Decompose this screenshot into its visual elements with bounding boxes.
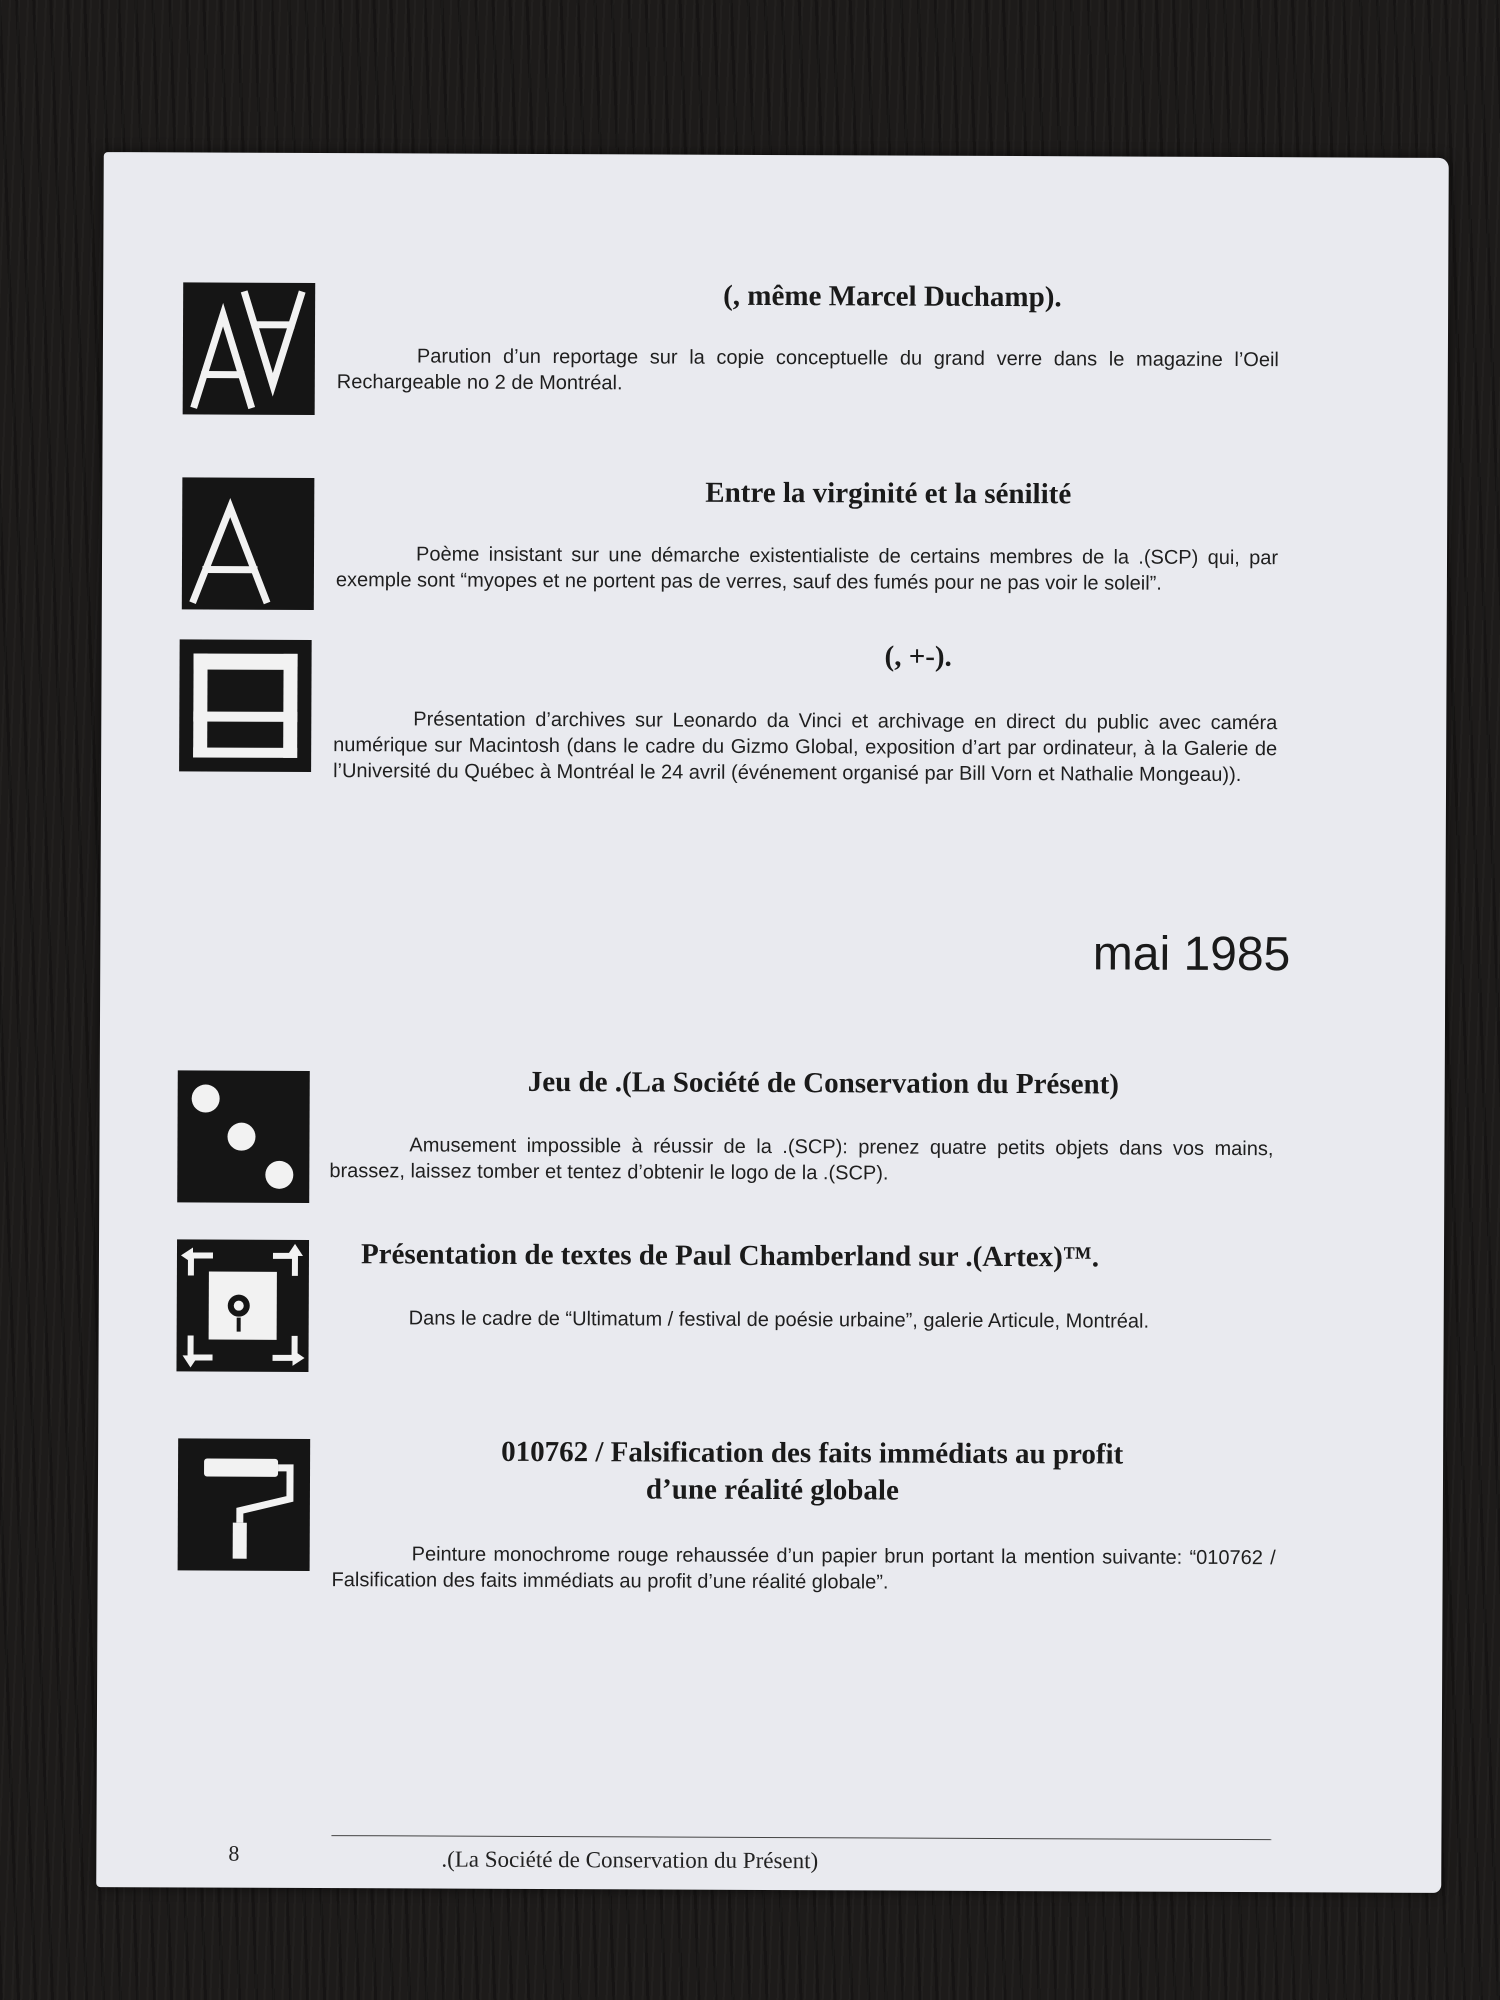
document-page <box>96 152 1449 1893</box>
entry-title: (, même Marcel Duchamp). <box>723 279 1062 314</box>
paint-roller-icon <box>178 1438 311 1571</box>
letter-a-icon <box>182 477 315 610</box>
entry-title-continued: d’une réalité globale <box>645 1473 899 1507</box>
box-arrows-icon <box>176 1239 309 1372</box>
entry-title: Entre la virginité et la sénilité <box>705 476 1072 511</box>
page-number: 8 <box>228 1840 240 1866</box>
entry-description: Dans le cadre de “Ultimatum / festival de poésie urbaine”, galerie Articule, Montréal. <box>408 1307 1150 1333</box>
entry-description: Parution d’un reportage sur la copie conceptuelle du grand verre dans le magazine l’Oeil Rechargeable no 2 de Montréal. <box>336 345 1279 395</box>
entry-description: Peinture monochrome rouge rehaussée d’un papier brun portant la mention suivante: “010762 / Falsification des faits immédiats au profit d’une réalité globale”. <box>331 1543 1276 1594</box>
entry-title: Présentation de textes de Paul Chamberland sur .(Artex)™. <box>360 1238 1100 1274</box>
footer-title: .(La Société de Conservation du Présent) <box>441 1846 819 1874</box>
entry-description: Amusement impossible à réussir de la .(SCP): prenez quatre petits objets dans vos mains, brassez, laissez tomber et tentez d’obtenir le logo de la .(SCP). <box>329 1134 1274 1185</box>
three-dots-icon <box>177 1070 310 1203</box>
entry-title: (, +-). <box>884 640 952 673</box>
entry-description: Présentation d’archives sur Leonardo da Vinci et archivage en direct du public avec caméra numérique sur Macintosh (dans le cadre du Gizmo Global, exposition d’art par ordinateur, à la Galerie de l’Université du Québec à Montréal le 24 avril (événement organisé par Bill Vorn et Nathalie Mongeau)). <box>333 708 1278 787</box>
frame-icon <box>179 639 312 772</box>
footer-divider <box>331 1835 1271 1840</box>
entry-description: Poème insistant sur une démarche existentialiste de certains membres de la .(SCP) qui, par exemple sont “myopes et ne portent pas de verres, sauf des fumés pour ne pas voir le soleil”. <box>335 543 1279 595</box>
entry-title: 010762 / Falsification des faits immédiats au profit <box>501 1435 1124 1471</box>
entry-title: Jeu de .(La Société de Conservation du Présent) <box>527 1065 1120 1101</box>
double-a-icon <box>183 282 316 415</box>
section-heading-month: mai 1985 <box>1092 927 1291 982</box>
